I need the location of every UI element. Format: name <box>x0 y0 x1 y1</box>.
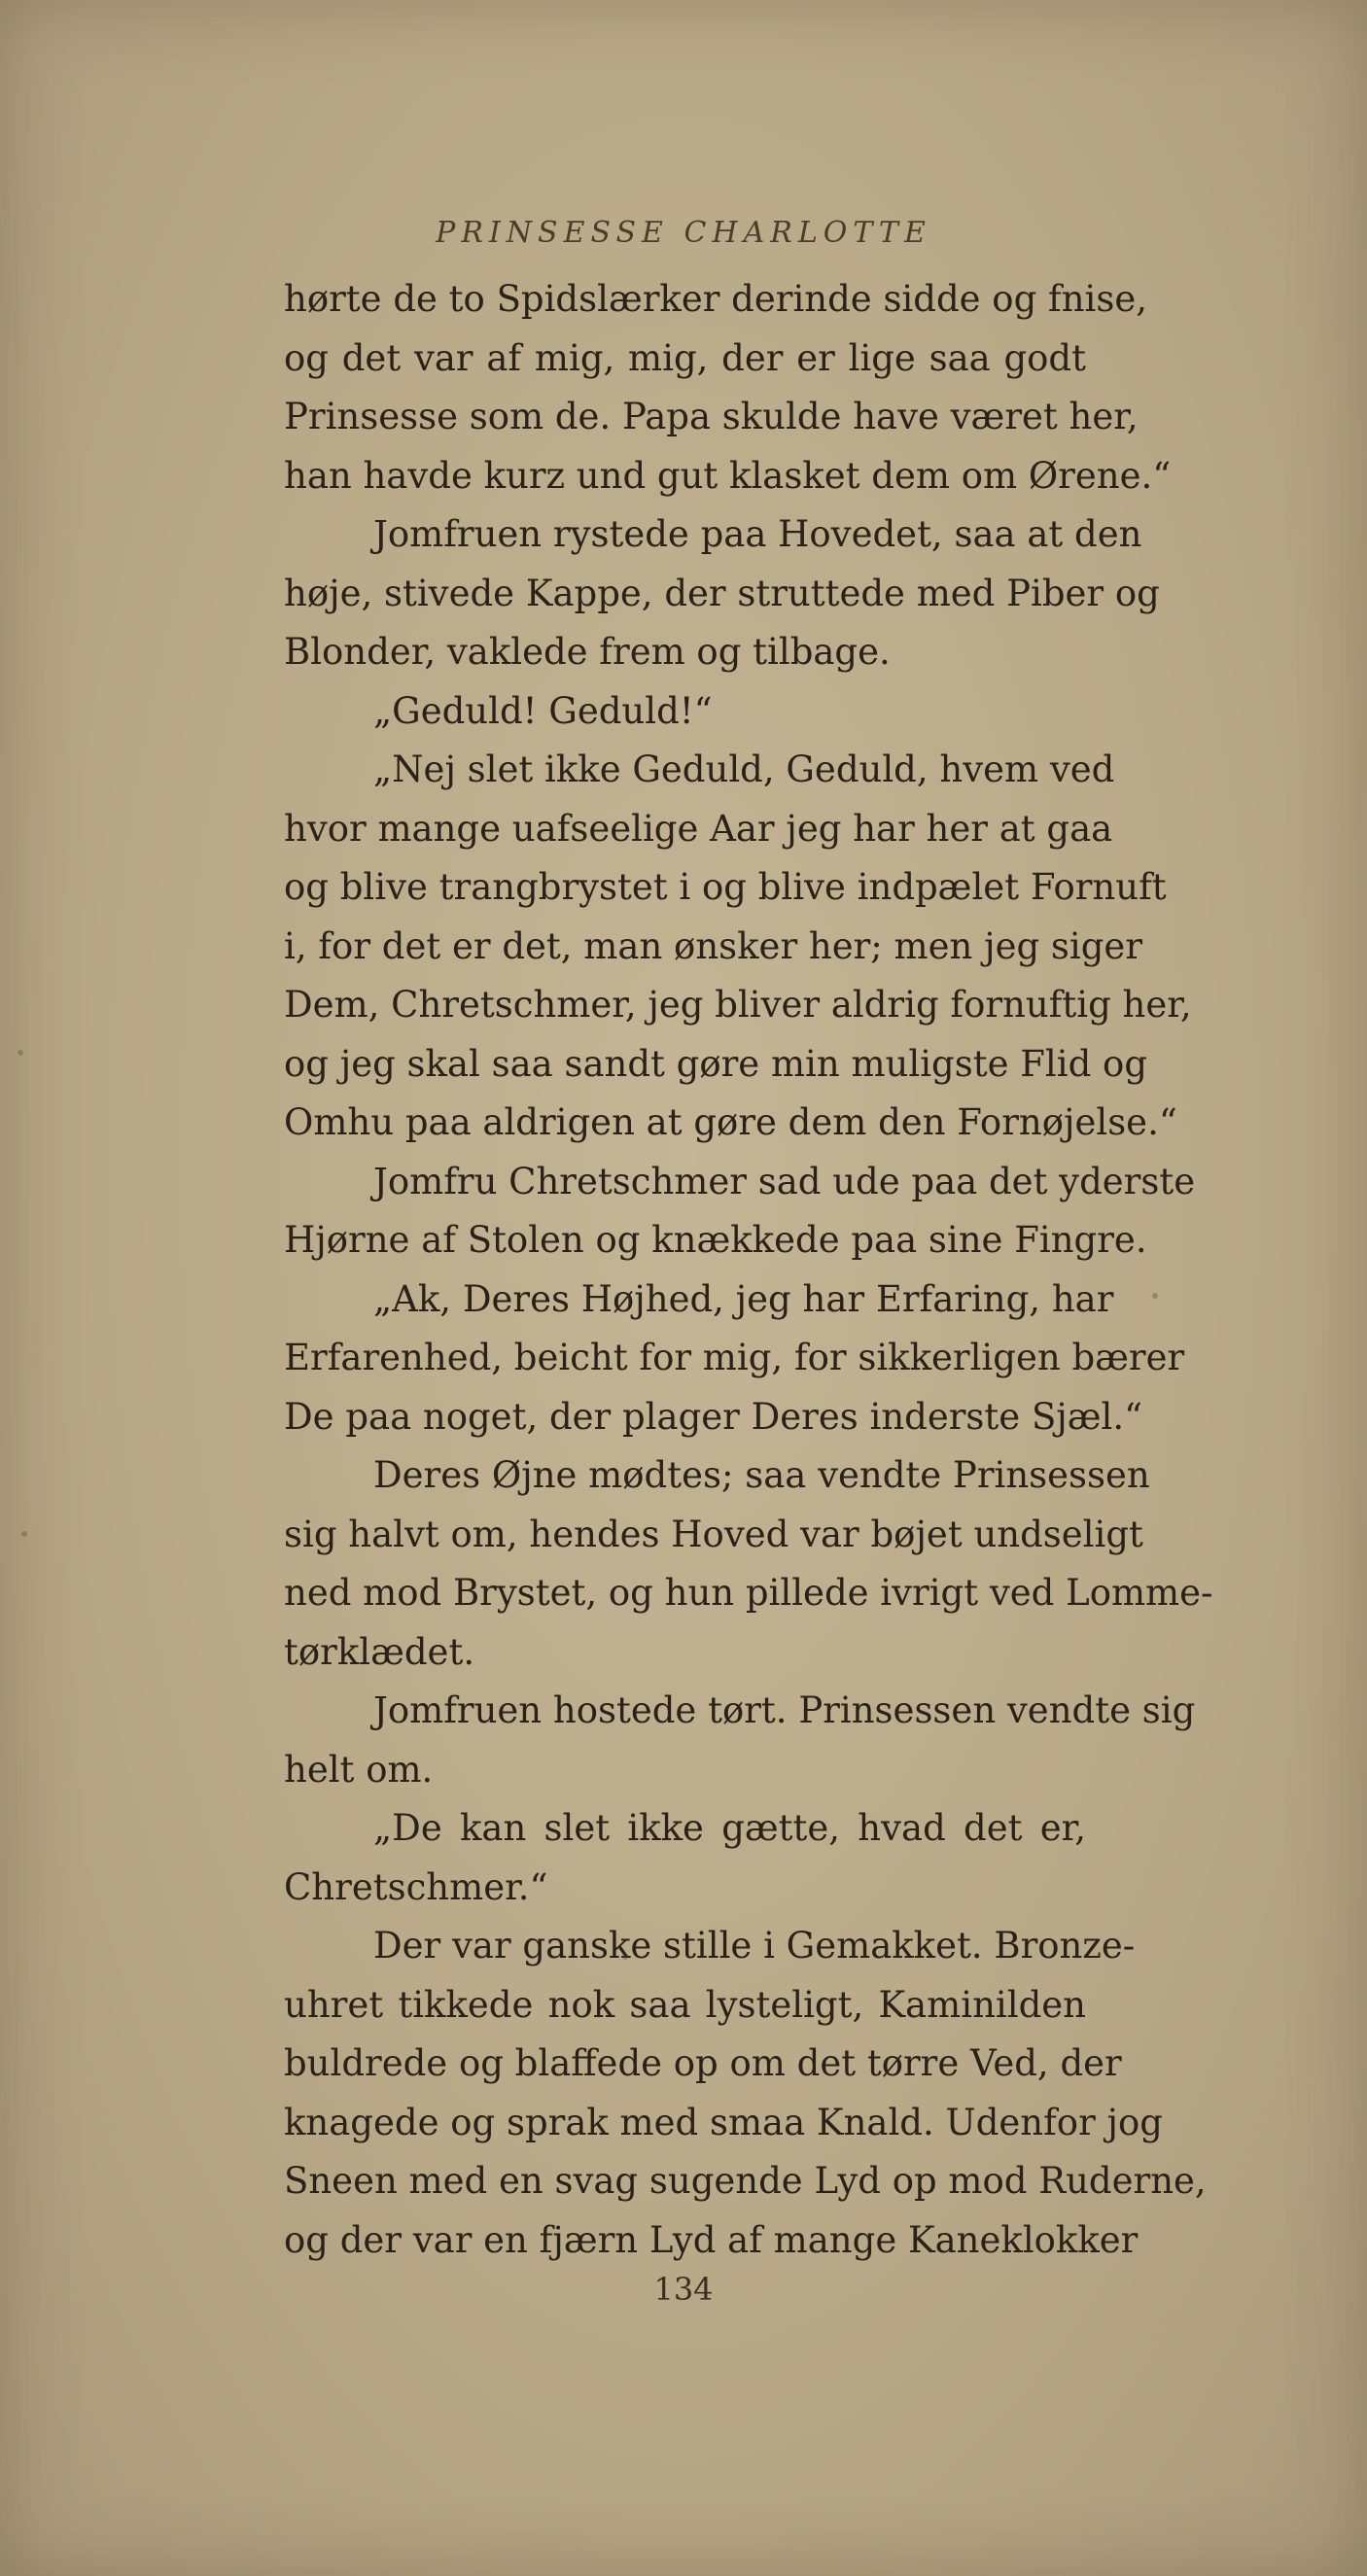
text-line: uhret tikkede nok saa lysteligt, Kaminilden <box>284 1983 1086 2026</box>
text-line: og det var af mig, mig, der er lige saa godt <box>284 336 1086 379</box>
text-line: Chretschmer.“ <box>284 1865 548 1908</box>
text-line: knagede og sprak med smaa Knald. Udenfor jog <box>284 2101 1163 2143</box>
text-line: „De kan slet ikke gætte, hvad det er, <box>373 1807 1086 1849</box>
text-line: tørklædet. <box>284 1630 475 1673</box>
text-line: De paa noget, der plager Deres inderste Sjæl.“ <box>284 1395 1143 1438</box>
text-line: hørte de to Spidslærker derinde sidde og fnise, <box>284 278 1148 320</box>
text-line: buldrede og blaffede op om det tørre Ved, der <box>284 2042 1122 2084</box>
running-head: PRINSESSE CHARLOTTE <box>436 216 931 250</box>
text-line: Blonder, vaklede frem og tilbage. <box>284 631 891 673</box>
text-line: og jeg skal saa sandt gøre min muligste Flid og <box>284 1042 1147 1085</box>
text-line: ned mod Brystet, og hun pillede ivrigt ved Lomme- <box>284 1572 1213 1614</box>
text-line: høje, stivede Kappe, der struttede med Piber og <box>284 572 1160 614</box>
text-line: i, for det er det, man ønsker her; men jeg siger <box>284 924 1143 967</box>
text-line: Deres Øjne mødtes; saa vendte Prinsessen <box>373 1454 1150 1496</box>
text-line: Jomfruen rystede paa Hovedet, saa at den <box>373 513 1142 555</box>
body-text <box>284 270 1213 2270</box>
text-line: Der var ganske stille i Gemakket. Bronze- <box>373 1925 1136 1967</box>
text-line: „Nej slet ikke Geduld, Geduld, hvem ved <box>373 748 1115 790</box>
text-line: Jomfru Chretschmer sad ude paa det yderste <box>373 1160 1196 1202</box>
page-number: 134 <box>653 2271 714 2308</box>
text-line: Dem, Chretschmer, jeg bliver aldrig fornuftig her, <box>284 984 1192 1026</box>
text-line: Erfarenhed, beicht for mig, for sikkerligen bærer <box>284 1337 1185 1378</box>
text-line: og blive trangbrystet i og blive indpælet Fornuft <box>284 866 1167 908</box>
text-line: „Ak, Deres Højhed, jeg har Erfaring, har <box>373 1277 1114 1320</box>
text-line: og der var en fjærn Lyd af mange Kaneklokker <box>284 2218 1139 2261</box>
text-line: Jomfruen hostede tørt. Prinsessen vendte sig <box>373 1689 1196 1731</box>
text-line: sig halvt om, hendes Hoved var bøjet undseligt <box>284 1513 1143 1555</box>
text-line: hvor mange uafseelige Aar jeg har her at gaa <box>284 807 1113 850</box>
text-line: Prinsesse som de. Papa skulde have været her, <box>284 396 1139 437</box>
text-line: „Geduld! Geduld!“ <box>373 689 713 732</box>
text-line: helt om. <box>284 1748 434 1791</box>
text-line: Sneen med en svag sugende Lyd op mod Ruderne, <box>284 2160 1207 2202</box>
text-line: Hjørne af Stolen og knækkede paa sine Fingre. <box>284 1219 1147 1261</box>
text-line: Omhu paa aldrigen at gøre dem den Fornøjelse.“ <box>284 1101 1177 1143</box>
text-line: han havde kurz und gut klasket dem om Ørene.“ <box>284 454 1172 497</box>
